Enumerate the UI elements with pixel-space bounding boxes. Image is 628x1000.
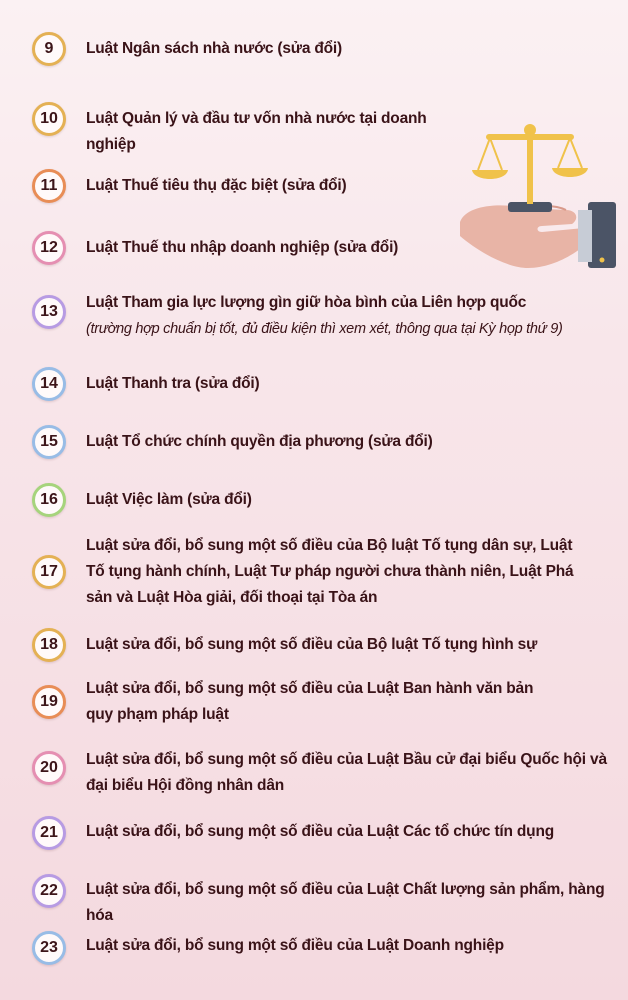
- item-number-badge: 23: [32, 931, 66, 965]
- item-number-badge: 14: [32, 367, 66, 401]
- justice-scale-on-hand-icon: [456, 118, 624, 278]
- item-number-badge: 10: [32, 102, 66, 136]
- item-title: Luật sửa đổi, bổ sung một số điều của Luật Bầu cử đại biểu Quốc hội và đại biểu Hội đồng nhân dân: [86, 751, 607, 794]
- item-number-badge: 15: [32, 425, 66, 459]
- item-number-badge: 16: [32, 483, 66, 517]
- item-title: Luật sửa đổi, bổ sung một số điều của Bộ luật Tố tụng dân sự, Luật Tố tụng hành chính, Luật Tư pháp người chưa thành niên, Luật Phá sản và Luật Hòa giải, đối thoại tại Tòa án: [86, 537, 574, 606]
- item-note: (trường hợp chuẩn bị tốt, đủ điều kiện thì xem xét, thông qua tại Kỳ họp thứ 9): [86, 321, 563, 337]
- item-number-badge: 19: [32, 685, 66, 719]
- item-title: Luật Thuế tiêu thụ đặc biệt (sửa đổi): [86, 177, 347, 194]
- item-title: Luật Việc làm (sửa đổi): [86, 491, 252, 508]
- item-number-badge: 17: [32, 555, 66, 589]
- item-number-badge: 22: [32, 874, 66, 908]
- item-title: Luật Quản lý và đầu tư vốn nhà nước tại doanh nghiệp: [86, 110, 427, 153]
- item-number-badge: 9: [32, 32, 66, 66]
- item-title: Luật Thanh tra (sửa đổi): [86, 375, 260, 392]
- item-number-badge: 13: [32, 295, 66, 329]
- item-title: Luật sửa đổi, bổ sung một số điều của Luật Doanh nghiệp: [86, 937, 504, 954]
- item-number-badge: 21: [32, 816, 66, 850]
- item-title: Luật Ngân sách nhà nước (sửa đổi): [86, 40, 342, 57]
- item-title: [86, 290, 622, 342]
- item-number-badge: 12: [32, 231, 66, 265]
- item-title: Luật sửa đổi, bổ sung một số điều của Luật Chất lượng sản phẩm, hàng hóa: [86, 881, 605, 924]
- item-title: Luật sửa đổi, bổ sung một số điều của Luật Các tổ chức tín dụng: [86, 823, 554, 840]
- item-number-badge: 18: [32, 628, 66, 662]
- item-number-badge: 11: [32, 169, 66, 203]
- item-number-badge: 20: [32, 751, 66, 785]
- item-title: Luật Tổ chức chính quyền địa phương (sửa đổi): [86, 433, 433, 450]
- item-title: Luật sửa đổi, bổ sung một số điều của Luật Ban hành văn bản quy phạm pháp luật: [86, 680, 534, 723]
- item-title-main: Luật Tham gia lực lượng gìn giữ hòa bình của Liên hợp quốc: [86, 294, 527, 311]
- item-title: Luật sửa đổi, bổ sung một số điều của Bộ luật Tố tụng hình sự: [86, 636, 538, 653]
- item-title: Luật Thuế thu nhập doanh nghiệp (sửa đổi): [86, 239, 399, 256]
